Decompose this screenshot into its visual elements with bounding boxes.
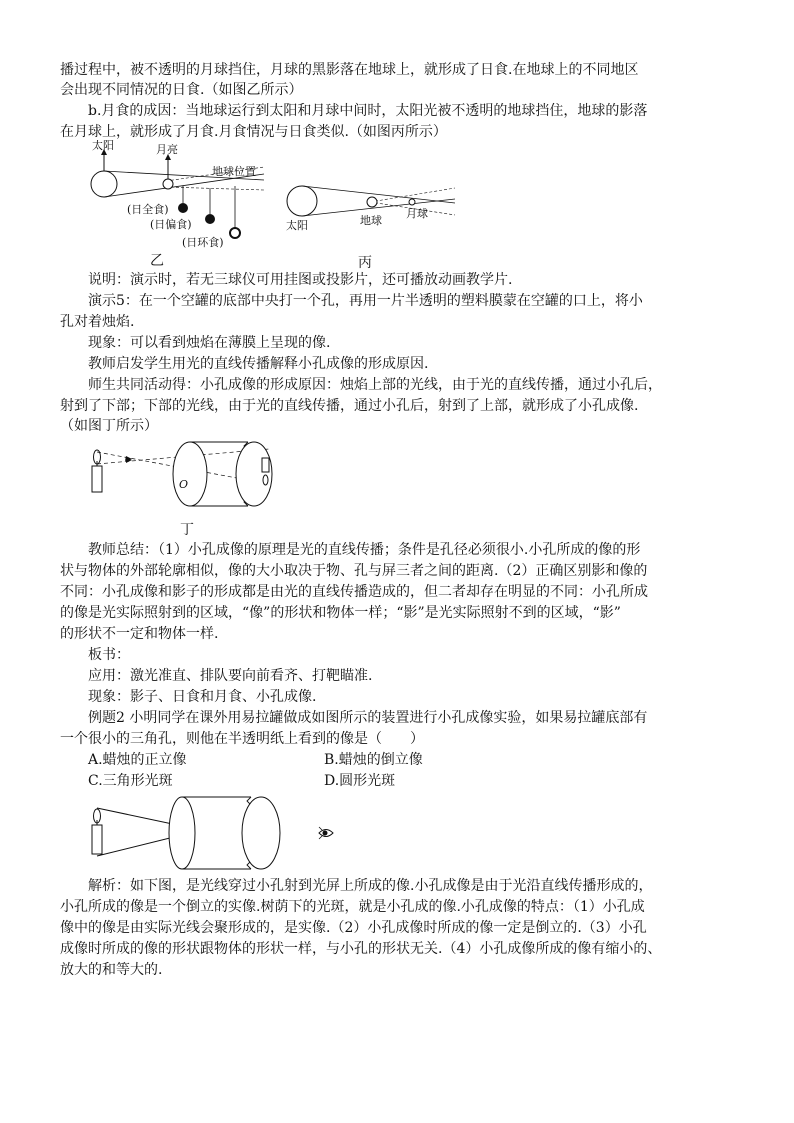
- text-line: 像中的像是由实际光线会聚形成的，是实像.（2）小孔成像时所成的像一定是倒立的.（3）小孔: [60, 920, 647, 936]
- figure-can-experiment: [86, 793, 341, 873]
- can-bottom: [173, 442, 207, 506]
- option-b: B.蜡烛的倒立像: [324, 752, 423, 768]
- figure-lunar-eclipse: [280, 175, 460, 235]
- text-line: 状与物体的外部轮廓相似，像的大小取决于物、孔与屏三者之间的距离.（2）正确区别影和像的: [60, 563, 648, 579]
- annular-eclipse-label: (日环食): [182, 236, 224, 249]
- lunar-eclipse-diagram: [280, 175, 460, 235]
- eclipse-total-dot: [178, 203, 188, 213]
- figure-pinhole-camera: [86, 435, 301, 515]
- candle-body: [92, 466, 102, 492]
- text-line: 成像时所成的像的形状跟物体的形状一样，与小孔的形状无关.（4）小孔成像所成的像有缩小的、: [60, 941, 662, 957]
- text-line: 射到了下部；下部的光线，由于光的直线传播，通过小孔后，射到了上部，就形成了小孔成像.: [60, 398, 639, 414]
- can-bottom: [169, 797, 195, 869]
- moon-circle: [163, 179, 173, 189]
- text-line: 孔对着烛焰.: [60, 314, 135, 330]
- text-line: 不同：小孔成像和影子的形成都是由光的直线传播造成的，但二者却存在明显的不同：小孔所成: [60, 584, 648, 600]
- text-line: 的像是光实际照射到的区域，“像”的形状和物体一样；“影”是光实际照射不到的区域，“影”: [60, 605, 621, 621]
- figure-caption-bing: 丙: [358, 255, 372, 271]
- text-line: 的形状不一定和物体一样.: [60, 626, 219, 642]
- earth-position-label: 地球位置: [212, 165, 256, 178]
- text-line: 说明：演示时，若无三球仪可用挂图或投影片，还可播放动画教学片.: [88, 272, 513, 288]
- text-line: 板书：: [88, 647, 130, 663]
- text-line: 解析：如下图，是光线穿过小孔射到光屏上所成的像.小孔成像是由于光沿直线传播形成的，: [88, 878, 653, 894]
- text-line: 在月球上，就形成了月食.月食情况与日食类似.（如图丙所示）: [60, 124, 447, 140]
- earth-circle: [367, 197, 377, 207]
- moon-label: 月球: [406, 207, 428, 220]
- eclipse-partial-dot: [205, 214, 215, 224]
- moon-circle: [409, 199, 415, 205]
- figure-caption-yi: 乙: [150, 253, 164, 269]
- option-c: C.三角形光斑: [88, 773, 173, 789]
- text-line: 现象：影子、日食和月食、小孔成像.: [88, 689, 317, 705]
- option-d: D.圆形光斑: [324, 773, 396, 789]
- earth-label: 地球: [360, 214, 382, 227]
- sun-circle: [91, 171, 117, 197]
- text-line: 应用：激光准直、排队要向前看齐、打靶瞄准.: [88, 668, 373, 684]
- figure-solar-eclipse: [86, 140, 286, 250]
- text-line: b.月食的成因：当地球运行到太阳和月球中间时，太阳光被不透明的地球挡住，地球的影落: [88, 103, 648, 119]
- figure-caption-ding: 丁: [180, 522, 194, 538]
- text-line: 现象：可以看到烛焰在薄膜上呈现的像.: [88, 335, 331, 351]
- text-line: 放大的和等大的.: [60, 962, 163, 978]
- sun-circle: [287, 186, 317, 216]
- eclipse-annular-dot: [230, 228, 240, 238]
- text-line: 教师启发学生用光的直线传播解释小孔成像的形成原因.: [88, 356, 429, 372]
- text-line: 小孔所成的像是一个倒立的实像.树荫下的光斑，就是小孔成的像.小孔成像的特点：（1）小孔成: [60, 899, 645, 915]
- pinhole-diagram: [86, 435, 301, 515]
- sun-label: 太阳: [286, 219, 308, 232]
- option-a: A.蜡烛的正立像: [88, 752, 187, 768]
- text-line: （如图丁所示）: [60, 418, 158, 434]
- sun-label: 太阳: [92, 140, 114, 152]
- text-line: 会出现不同情况的日食.（如图乙所示）: [60, 82, 303, 98]
- solar-eclipse-diagram: [86, 140, 286, 250]
- total-eclipse-label: (日全食): [127, 203, 169, 216]
- text-line: 播过程中，被不透明的月球挡住，月球的黑影落在地球上，就形成了日食.在地球上的不同地区: [60, 62, 639, 78]
- eye-icon: [319, 827, 333, 839]
- candle-body: [92, 825, 102, 854]
- moon-label: 月亮: [156, 143, 178, 156]
- partial-eclipse-label: (日偏食): [150, 218, 192, 231]
- text-line: 师生共同活动得：小孔成像的形成原因：烛焰上部的光线，由于光的直线传播，通过小孔后，: [88, 377, 662, 393]
- pinhole-label: O: [179, 478, 189, 491]
- text-line: 一个很小的三角孔，则他在半透明纸上看到的像是（ ）: [60, 731, 424, 747]
- text-line: 教师总结：（1）小孔成像的原理是光的直线传播；条件是孔径必须很小.小孔所成的像的形: [88, 542, 641, 558]
- can-experiment-diagram: [86, 793, 341, 873]
- text-line: 例题2 小明同学在课外用易拉罐做成如图所示的装置进行小孔成像实验，如果易拉罐底部有: [88, 710, 648, 726]
- text-line: 演示5：在一个空罐的底部中央打一个孔，再用一片半透明的塑料膜蒙在空罐的口上，将小: [88, 293, 643, 309]
